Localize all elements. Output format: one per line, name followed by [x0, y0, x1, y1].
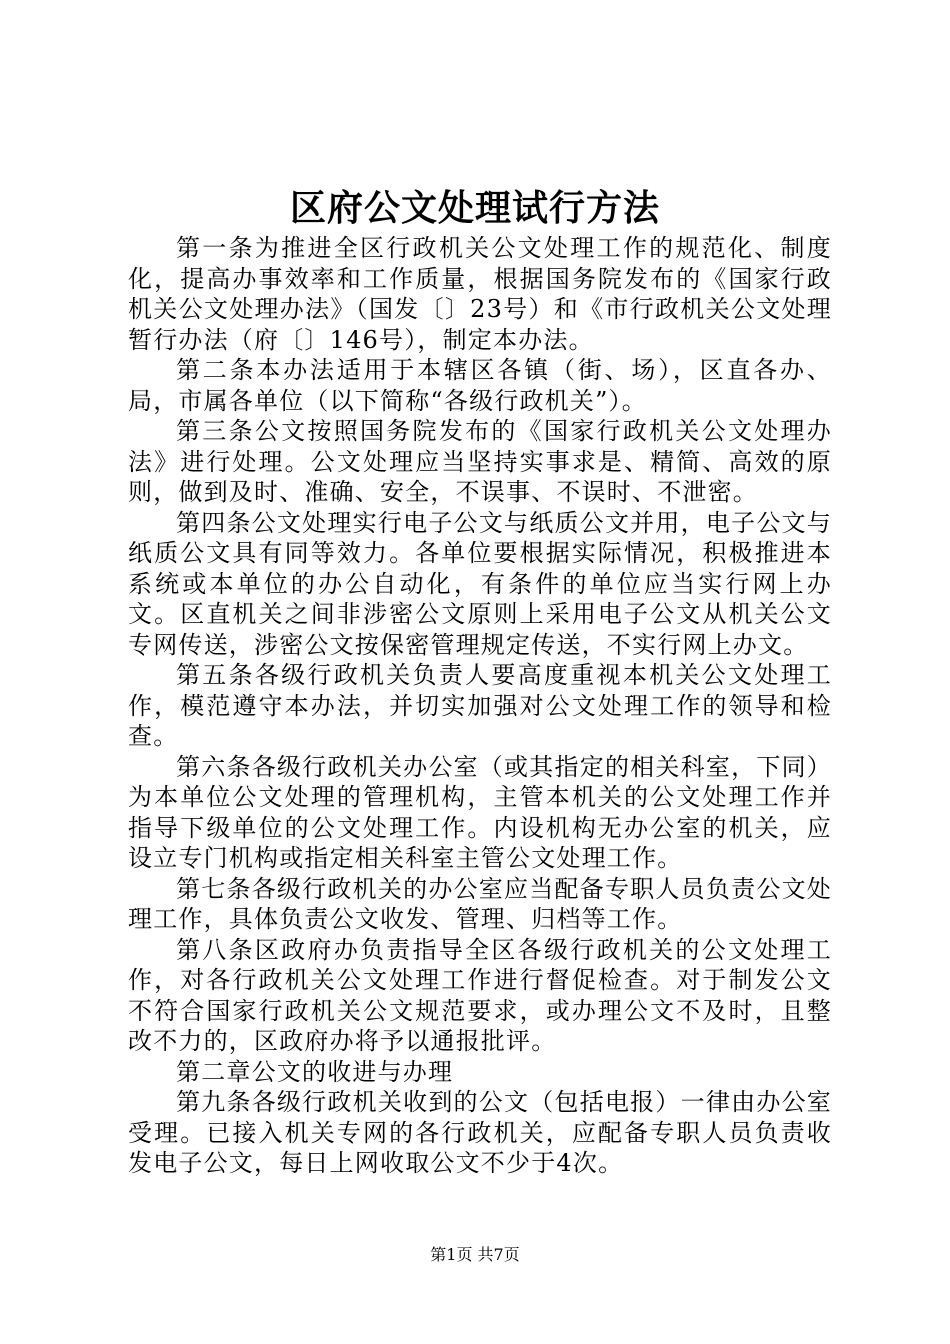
paragraph-article-2: 第二条本办法适用于本辖区各镇（街、场），区直各办、局，市属各单位（以下简称“各级行政机关”）。	[128, 356, 832, 415]
document-body	[128, 233, 832, 1179]
chapter-heading: 第二章公文的收进与办理	[176, 1057, 454, 1086]
paragraph-article-4: 第四条公文处理实行电子公文与纸质公文并用，电子公文与纸质公文具有同等效力。各单位要根据实际情况，积极推进本系统或本单位的办公自动化，有条件的单位应当实行网上办文。区直机关之间非涉密公文原则上采用电子公文从机关公文专网传送，涉密公文按保密管理规定传送，不实行网上办文。	[128, 508, 832, 659]
paragraph-article-6: 第六条各级行政机关办公室（或其指定的相关科室，下同）为本单位公文处理的管理机构，主管本机关的公文处理工作并指导下级单位的公文处理工作。内设机构无办公室的机关，应设立专门机构或指定相关科室主管公文处理工作。	[128, 752, 832, 872]
page-number: 第1页 共7页	[430, 1245, 520, 1264]
paragraph-article-1: 第一条为推进全区行政机关公文处理工作的规范化、制度化，提高办事效率和工作质量，根据国务院发布的《国家行政机关公文处理办法》（国发〔〕23号）和《市行政机关公文处理暂行办法（府〔〕146号），制定本办法。	[128, 234, 832, 354]
paragraph-article-5: 第五条各级行政机关负责人要高度重视本机关公文处理工作，模范遵守本办法，并切实加强对公文处理工作的领导和检查。	[128, 661, 832, 750]
paragraph-article-8: 第八条区政府办负责指导全区各级行政机关的公文处理工作，对各行政机关公文处理工作进行督促检查。对于制发公文不符合国家行政机关公文规范要求，或办理公文不及时，且整改不力的，区政府办将予以通报批评。	[128, 935, 832, 1055]
document-title: 区府公文处理试行方法	[289, 187, 660, 229]
paragraph-article-9: 第九条各级行政机关收到的公文（包括电报）一律由办公室受理。已接入机关专网的各行政机关，应配备专职人员负责收发电子公文，每日上网收取公文不少于4次。	[128, 1088, 832, 1177]
paragraph-article-3: 第三条公文按照国务院发布的《国家行政机关公文处理办法》进行处理。公文处理应当坚持实事求是、精简、高效的原则，做到及时、准确、安全，不误事、不误时、不泄密。	[128, 417, 832, 506]
paragraph-article-7: 第七条各级行政机关的办公室应当配备专职人员负责公文处理工作，具体负责公文收发、管理、归档等工作。	[128, 874, 832, 933]
